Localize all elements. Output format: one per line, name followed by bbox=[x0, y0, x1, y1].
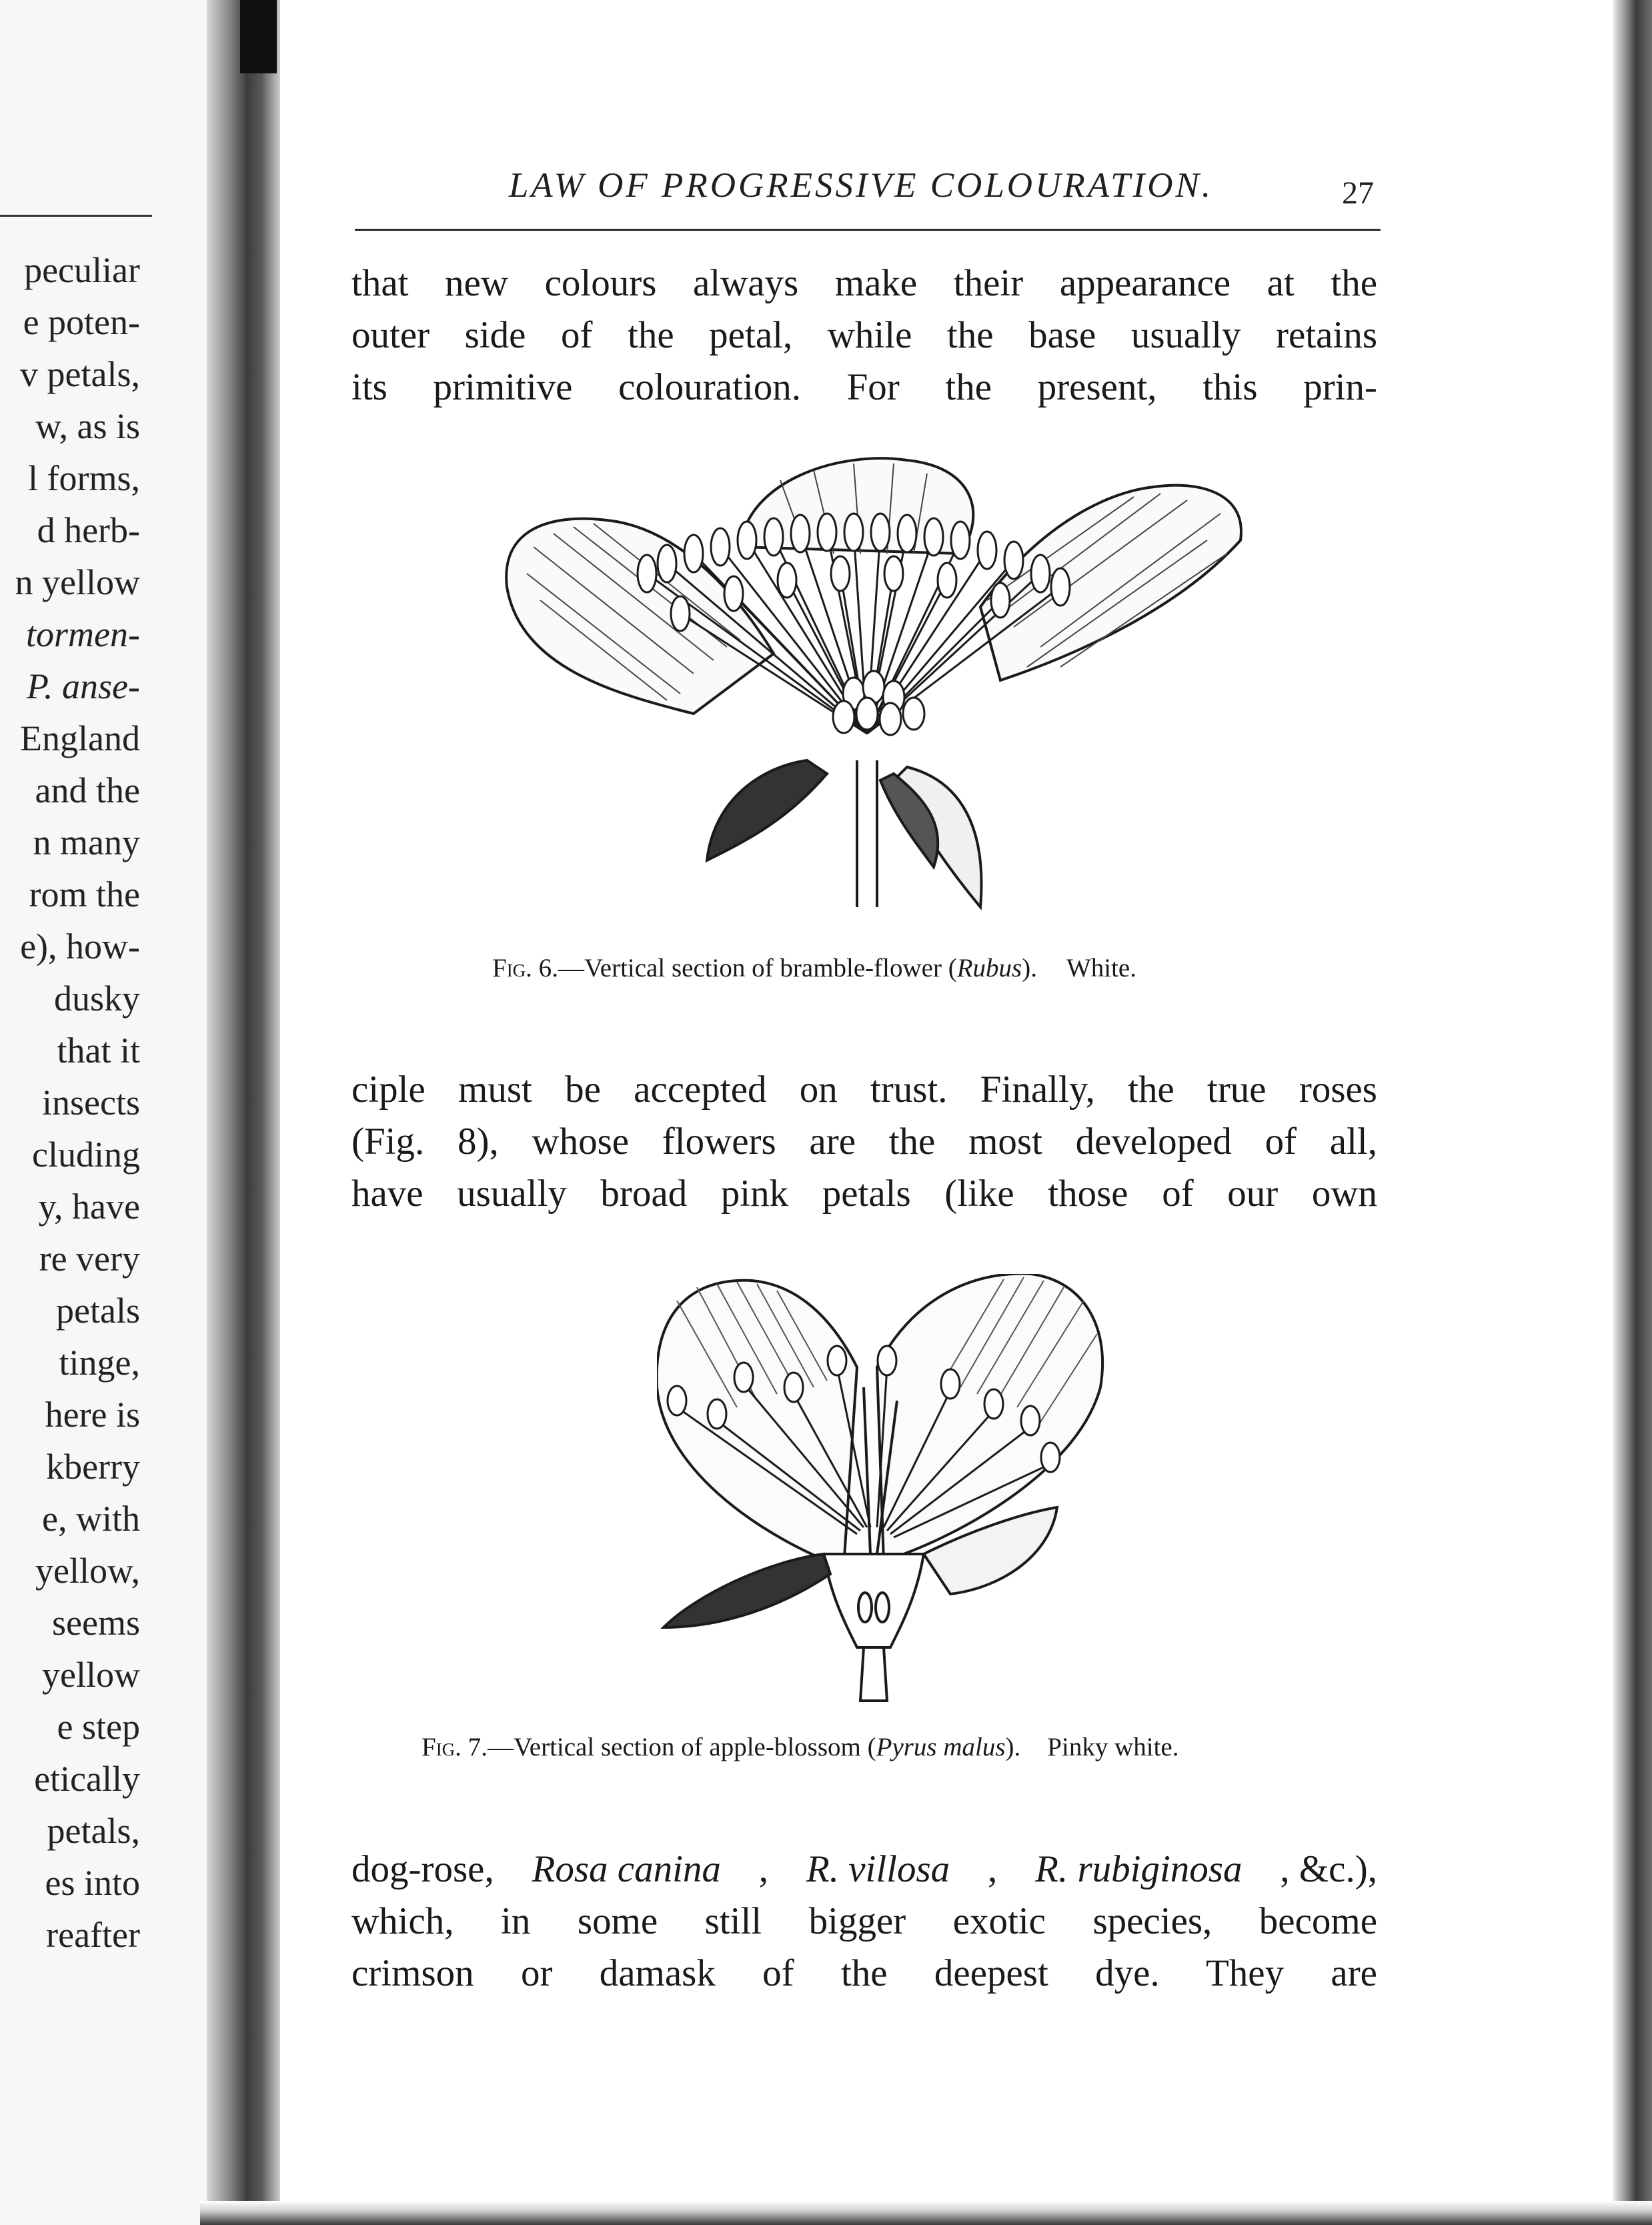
left-facing-page bbox=[0, 0, 240, 2225]
figure-7-caption bbox=[422, 1732, 1178, 1762]
left-page-line: e), how- bbox=[20, 926, 140, 966]
left-page-line: w, as is bbox=[35, 406, 140, 446]
figure-7-colour: Pinky white. bbox=[1047, 1733, 1179, 1761]
left-page-line: peculiar bbox=[24, 250, 140, 290]
page-edge-shadow bbox=[1613, 0, 1652, 2225]
page-number: 27 bbox=[1342, 175, 1374, 211]
left-page-line: seems bbox=[52, 1603, 140, 1643]
left-page-line: e, with bbox=[42, 1499, 140, 1539]
italic-species-name: R. rubiginosa bbox=[1035, 1848, 1243, 1890]
figure-7-text: .—Vertical section of apple-blossom ( bbox=[481, 1733, 876, 1761]
left-page-line: e step bbox=[57, 1707, 140, 1747]
figure-6-colour: White. bbox=[1066, 954, 1136, 982]
header-rule bbox=[355, 229, 1381, 231]
book-gutter-shadow bbox=[207, 0, 280, 2225]
gutter-dark-corner bbox=[240, 0, 277, 73]
figure-6-close: ). bbox=[1022, 954, 1037, 982]
left-page-line: tinge, bbox=[59, 1343, 140, 1383]
left-page-line bbox=[27, 668, 140, 704]
left-page-line: insects bbox=[42, 1082, 140, 1123]
text-run: , bbox=[988, 1848, 998, 1890]
left-page-line: y, have bbox=[38, 1187, 140, 1227]
left-page-line: es into bbox=[45, 1863, 140, 1903]
apple-blossom-drawing bbox=[657, 1274, 1110, 1707]
body-text-line: have usually broad pink petals (like those of our own bbox=[351, 1173, 1377, 1215]
left-page-italic: P. anse- bbox=[27, 666, 140, 706]
left-page-line bbox=[26, 616, 140, 652]
bramble-flower-drawing bbox=[494, 454, 1254, 920]
text-run: dog-rose, bbox=[351, 1848, 494, 1890]
left-page-rule bbox=[0, 215, 152, 217]
text-run: , &c.), bbox=[1280, 1848, 1377, 1890]
running-head: LAW OF PROGRESSIVE COLOURATION. bbox=[508, 166, 1214, 205]
figure-7-label: Fig. 7 bbox=[422, 1733, 482, 1761]
text-run: , bbox=[758, 1848, 769, 1890]
left-page-italic: tormen- bbox=[26, 614, 140, 654]
left-page-line: d herb- bbox=[37, 510, 140, 550]
italic-species-name: R. villosa bbox=[806, 1848, 950, 1890]
left-page-line: re very bbox=[39, 1239, 140, 1279]
body-text-line: its primitive colouration. For the present, this prin- bbox=[351, 366, 1377, 408]
figure-6-label: Fig. 6 bbox=[492, 954, 552, 982]
body-text-line: ciple must be accepted on trust. Finally, the true roses bbox=[351, 1068, 1377, 1110]
left-page-line: here is bbox=[45, 1395, 140, 1435]
left-page-line: etically bbox=[34, 1759, 140, 1799]
left-page-line: dusky bbox=[53, 978, 140, 1018]
body-text-line bbox=[351, 1846, 1377, 1893]
left-page-line: cluding bbox=[32, 1135, 140, 1175]
left-page-line: e poten- bbox=[23, 302, 140, 342]
body-text-line: outer side of the petal, while the base usually retains bbox=[351, 314, 1377, 356]
left-page-line: reafter bbox=[46, 1915, 140, 1955]
left-page-line: petals, bbox=[47, 1811, 140, 1851]
left-page-line: that it bbox=[57, 1030, 140, 1070]
left-page-line: n yellow bbox=[15, 562, 140, 602]
body-text-line: crimson or damask of the deepest dye. They are bbox=[351, 1952, 1377, 1994]
page-bottom-shadow bbox=[200, 2201, 1652, 2225]
figure-7-apple-blossom-illustration bbox=[657, 1274, 1110, 1707]
left-page-line: rom the bbox=[29, 874, 140, 914]
left-page-line: yellow bbox=[42, 1655, 140, 1695]
figure-6-caption bbox=[492, 953, 1136, 983]
italic-species-name: Rosa canina bbox=[532, 1848, 721, 1890]
figure-6-bramble-flower-illustration bbox=[494, 454, 1254, 920]
left-page-line: v petals, bbox=[20, 354, 140, 394]
body-text-line: that new colours always make their appearance at the bbox=[351, 262, 1377, 304]
figure-7-close: ). bbox=[1005, 1733, 1021, 1761]
left-page-line: l forms, bbox=[28, 458, 140, 498]
figure-7-genus: Pyrus malus bbox=[876, 1733, 1006, 1761]
figure-6-genus: Rubus bbox=[956, 954, 1022, 982]
left-page-line: and the bbox=[35, 770, 140, 810]
left-page-line: n many bbox=[33, 822, 140, 862]
left-page-line: petals bbox=[56, 1291, 140, 1331]
figure-6-text: .—Vertical section of bramble-flower ( bbox=[552, 954, 957, 982]
body-text-line: which, in some still bigger exotic species, become bbox=[351, 1900, 1377, 1942]
body-text-line: (Fig. 8), whose flowers are the most developed of all, bbox=[351, 1121, 1377, 1163]
left-page-line: yellow, bbox=[35, 1551, 140, 1591]
left-page-line: England bbox=[20, 718, 140, 758]
left-page-line: kberry bbox=[46, 1447, 140, 1487]
